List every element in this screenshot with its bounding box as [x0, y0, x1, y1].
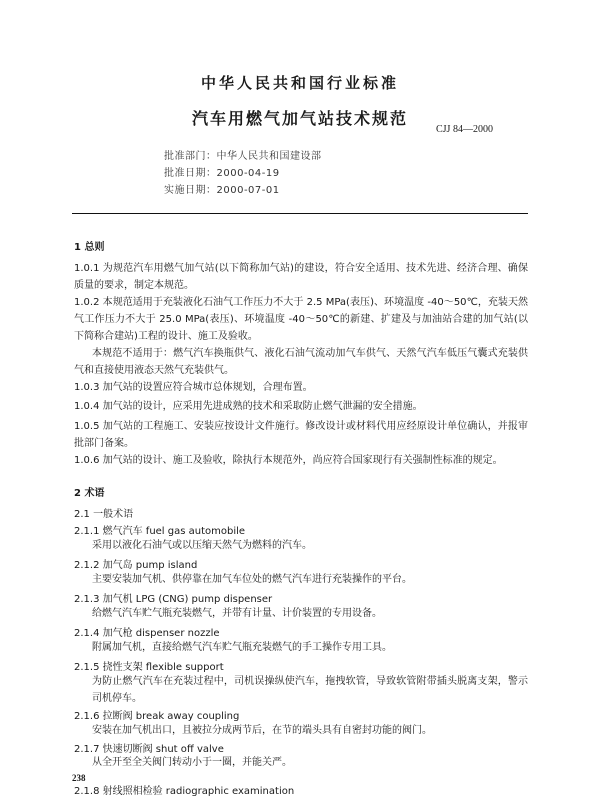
term-2-1-2: 2.1.2 加气岛 pump island	[74, 560, 198, 571]
clause-1-0-4: 1.0.4 加气站的设计，应采用先进成熟的技术和采取防止燃气泄漏的安全措施。	[74, 401, 423, 412]
standard-code: CJJ 84—2000	[436, 124, 493, 135]
main-title: 汽车用燃气加气站技术规范	[191, 109, 408, 128]
section-1-title: 1 总则	[74, 242, 105, 253]
clause-1-0-2: 1.0.2 本规范适用于充装液化石油气工作压力不大于 2.5 MPa(表压)、环境温度 -40～50℃，充装天然气工作压力不大于 25.0 MPa(表压)、环境温度 -40～50℃的新建、扩建及与加油站合建的加气站(以下简称合建站)工程的设计、施工及验收。	[74, 297, 528, 342]
page-number: 238	[72, 773, 86, 783]
term-2-1-1-def: 采用以液化石油气或以压缩天然气为燃料的汽车。	[92, 540, 312, 551]
term-2-1-5-def: 为防止燃气汽车在充装过程中，司机误操纵使汽车，拖拽软管，导致软管附带插头脱离支架，警示司机停车。	[92, 676, 528, 704]
term-2-1-6-def: 安装在加气机出口，且被拉分成两节后，在节的端头具有自密封功能的阀门。	[92, 725, 432, 736]
term-2-1-4-def: 附属加气机，直接给燃气汽车贮气瓶充装燃气的手工操作专用工具。	[92, 642, 392, 653]
term-2-1-8: 2.1.8 射线照相检验 radiographic examination	[74, 786, 295, 797]
clause-1-0-5: 1.0.5 加气站的工程施工、安装应按设计文件施行。修改设计或材料代用应经原设计单位确认，并报审批部门备案。	[74, 421, 528, 449]
clause-1-0-3: 1.0.3 加气站的设置应符合城市总体规划，合理布置。	[74, 382, 313, 393]
section-2-title: 2 术语	[74, 488, 105, 499]
term-2-1: 2.1 一般术语	[74, 509, 134, 520]
clause-1-0-2-note: 本规范不适用于：燃气汽车换瓶供气、液化石油气流动加气车供气、天然气汽车低压气囊式充装供气和直接使用液态天然气充装供气。	[74, 348, 528, 376]
term-2-1-5: 2.1.5 挠性支架 flexible support	[74, 662, 224, 673]
term-2-1-3-def: 给燃气汽车贮气瓶充装燃气，并带有计量、计价装置的专用设备。	[92, 608, 382, 619]
standard-title: 中华人民共和国行业标准	[200, 74, 399, 92]
term-2-1-7: 2.1.7 快速切断阀 shut off valve	[74, 744, 224, 755]
clause-1-0-1: 1.0.1 为规范汽车用燃气加气站(以下简称加气站)的建设，符合安全适用、技术先进、经济合理、确保质量的要求，制定本规范。	[74, 263, 528, 291]
term-2-1-2-def: 主要安装加气机、供停靠在加气车位处的燃气汽车进行充装操作的平台。	[92, 574, 412, 585]
term-2-1-1: 2.1.1 燃气汽车 fuel gas automobile	[74, 526, 246, 537]
effective-date: 实施日期：2000-07-01	[164, 185, 280, 196]
clause-1-0-6: 1.0.6 加气站的设计、施工及验收，除执行本规范外，尚应符合国家现行有关强制性标准的规定。	[74, 455, 503, 466]
term-2-1-3: 2.1.3 加气机 LPG (CNG) pump dispenser	[74, 594, 273, 605]
term-2-1-4: 2.1.4 加气枪 dispenser nozzle	[74, 628, 220, 639]
approval-dept: 批准部门：中华人民共和国建设部	[164, 151, 322, 162]
term-2-1-7-def: 从全开至全关阀门转动小于一圈，并能关严。	[92, 757, 292, 768]
header-divider	[72, 213, 528, 214]
approval-date: 批准日期：2000-04-19	[164, 168, 280, 179]
term-2-1-6: 2.1.6 拉断阀 break away coupling	[74, 711, 240, 722]
